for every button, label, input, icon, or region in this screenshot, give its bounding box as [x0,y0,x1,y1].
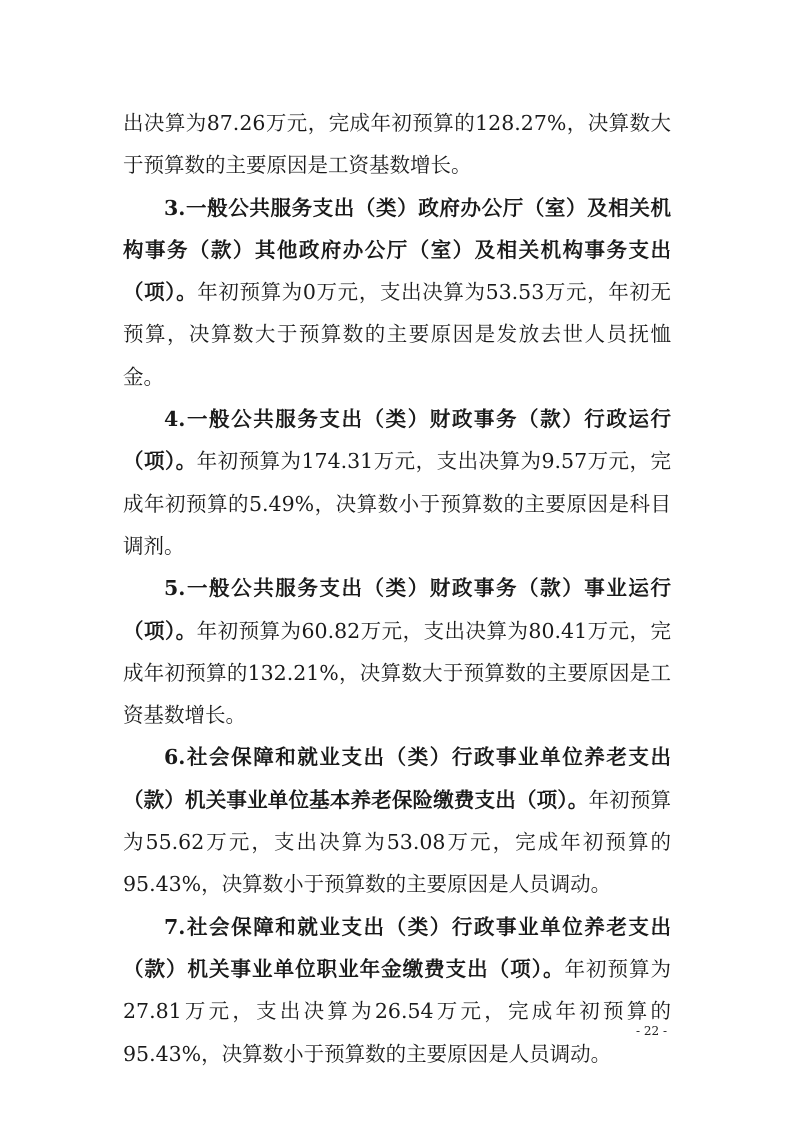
paragraph-body: 年初预算为55.62万元，支出决算为53.08万元，完成年初预算的95.43%，决算数小于预算数的主要原因是人员调动。 [123,787,672,897]
paragraph-heading: 5.一般公共服务支出（类）财政事务（款）事业运行（项）。 [123,576,671,643]
paragraph-heading: 6.社会保障和就业支出（类）行政事业单位养老支出（款）机关事业单位基本养老保险缴费支出（项）。 [123,745,671,812]
paragraph-heading: 7.社会保障和就业支出（类）行政事业单位养老支出（款）机关事业单位职业年金缴费支出（项）。 [123,914,671,981]
paragraph-body: 年初预算为60.82万元，支出决算为80.41万元，完成年初预算的132.21%，决算数大于预算数的主要原因是工资基数增长。 [123,618,672,728]
paragraph-item-3 [123,187,671,398]
paragraph-item-7 [123,906,671,1075]
paragraph-body: 出决算为87.26万元，完成年初预算的128.27%，决算数大于预算数的主要原因是工资基数增长。 [123,111,671,178]
page-number: - 22 - [636,1024,668,1038]
paragraph-heading: 3.一般公共服务支出（类）政府办公厅（室）及相关机构事务（款）其他政府办公厅（室）及相关机构事务支出（项）。 [123,195,671,305]
paragraph-item-6 [123,736,671,905]
paragraph-continued [123,102,671,187]
paragraph-body: 年初预算为0万元，支出决算为53.53万元，年初无预算，决算数大于预算数的主要原因是发放去世人员抚恤金。 [123,280,672,389]
document-body [123,102,671,1075]
paragraph-heading: 4.一般公共服务支出（类）财政事务（款）行政运行（项）。 [123,407,671,474]
paragraph-body: 年初预算为174.31万元，支出决算为9.57万元，完成年初预算的5.49%，决算数小于预算数的主要原因是科目调剂。 [123,449,672,558]
paragraph-item-4 [123,398,671,567]
paragraph-body: 年初预算为27.81万元，支出决算为26.54万元，完成年初预算的95.43%，决算数小于预算数的主要原因是人员调动。 [123,956,672,1066]
paragraph-item-5 [123,567,671,736]
